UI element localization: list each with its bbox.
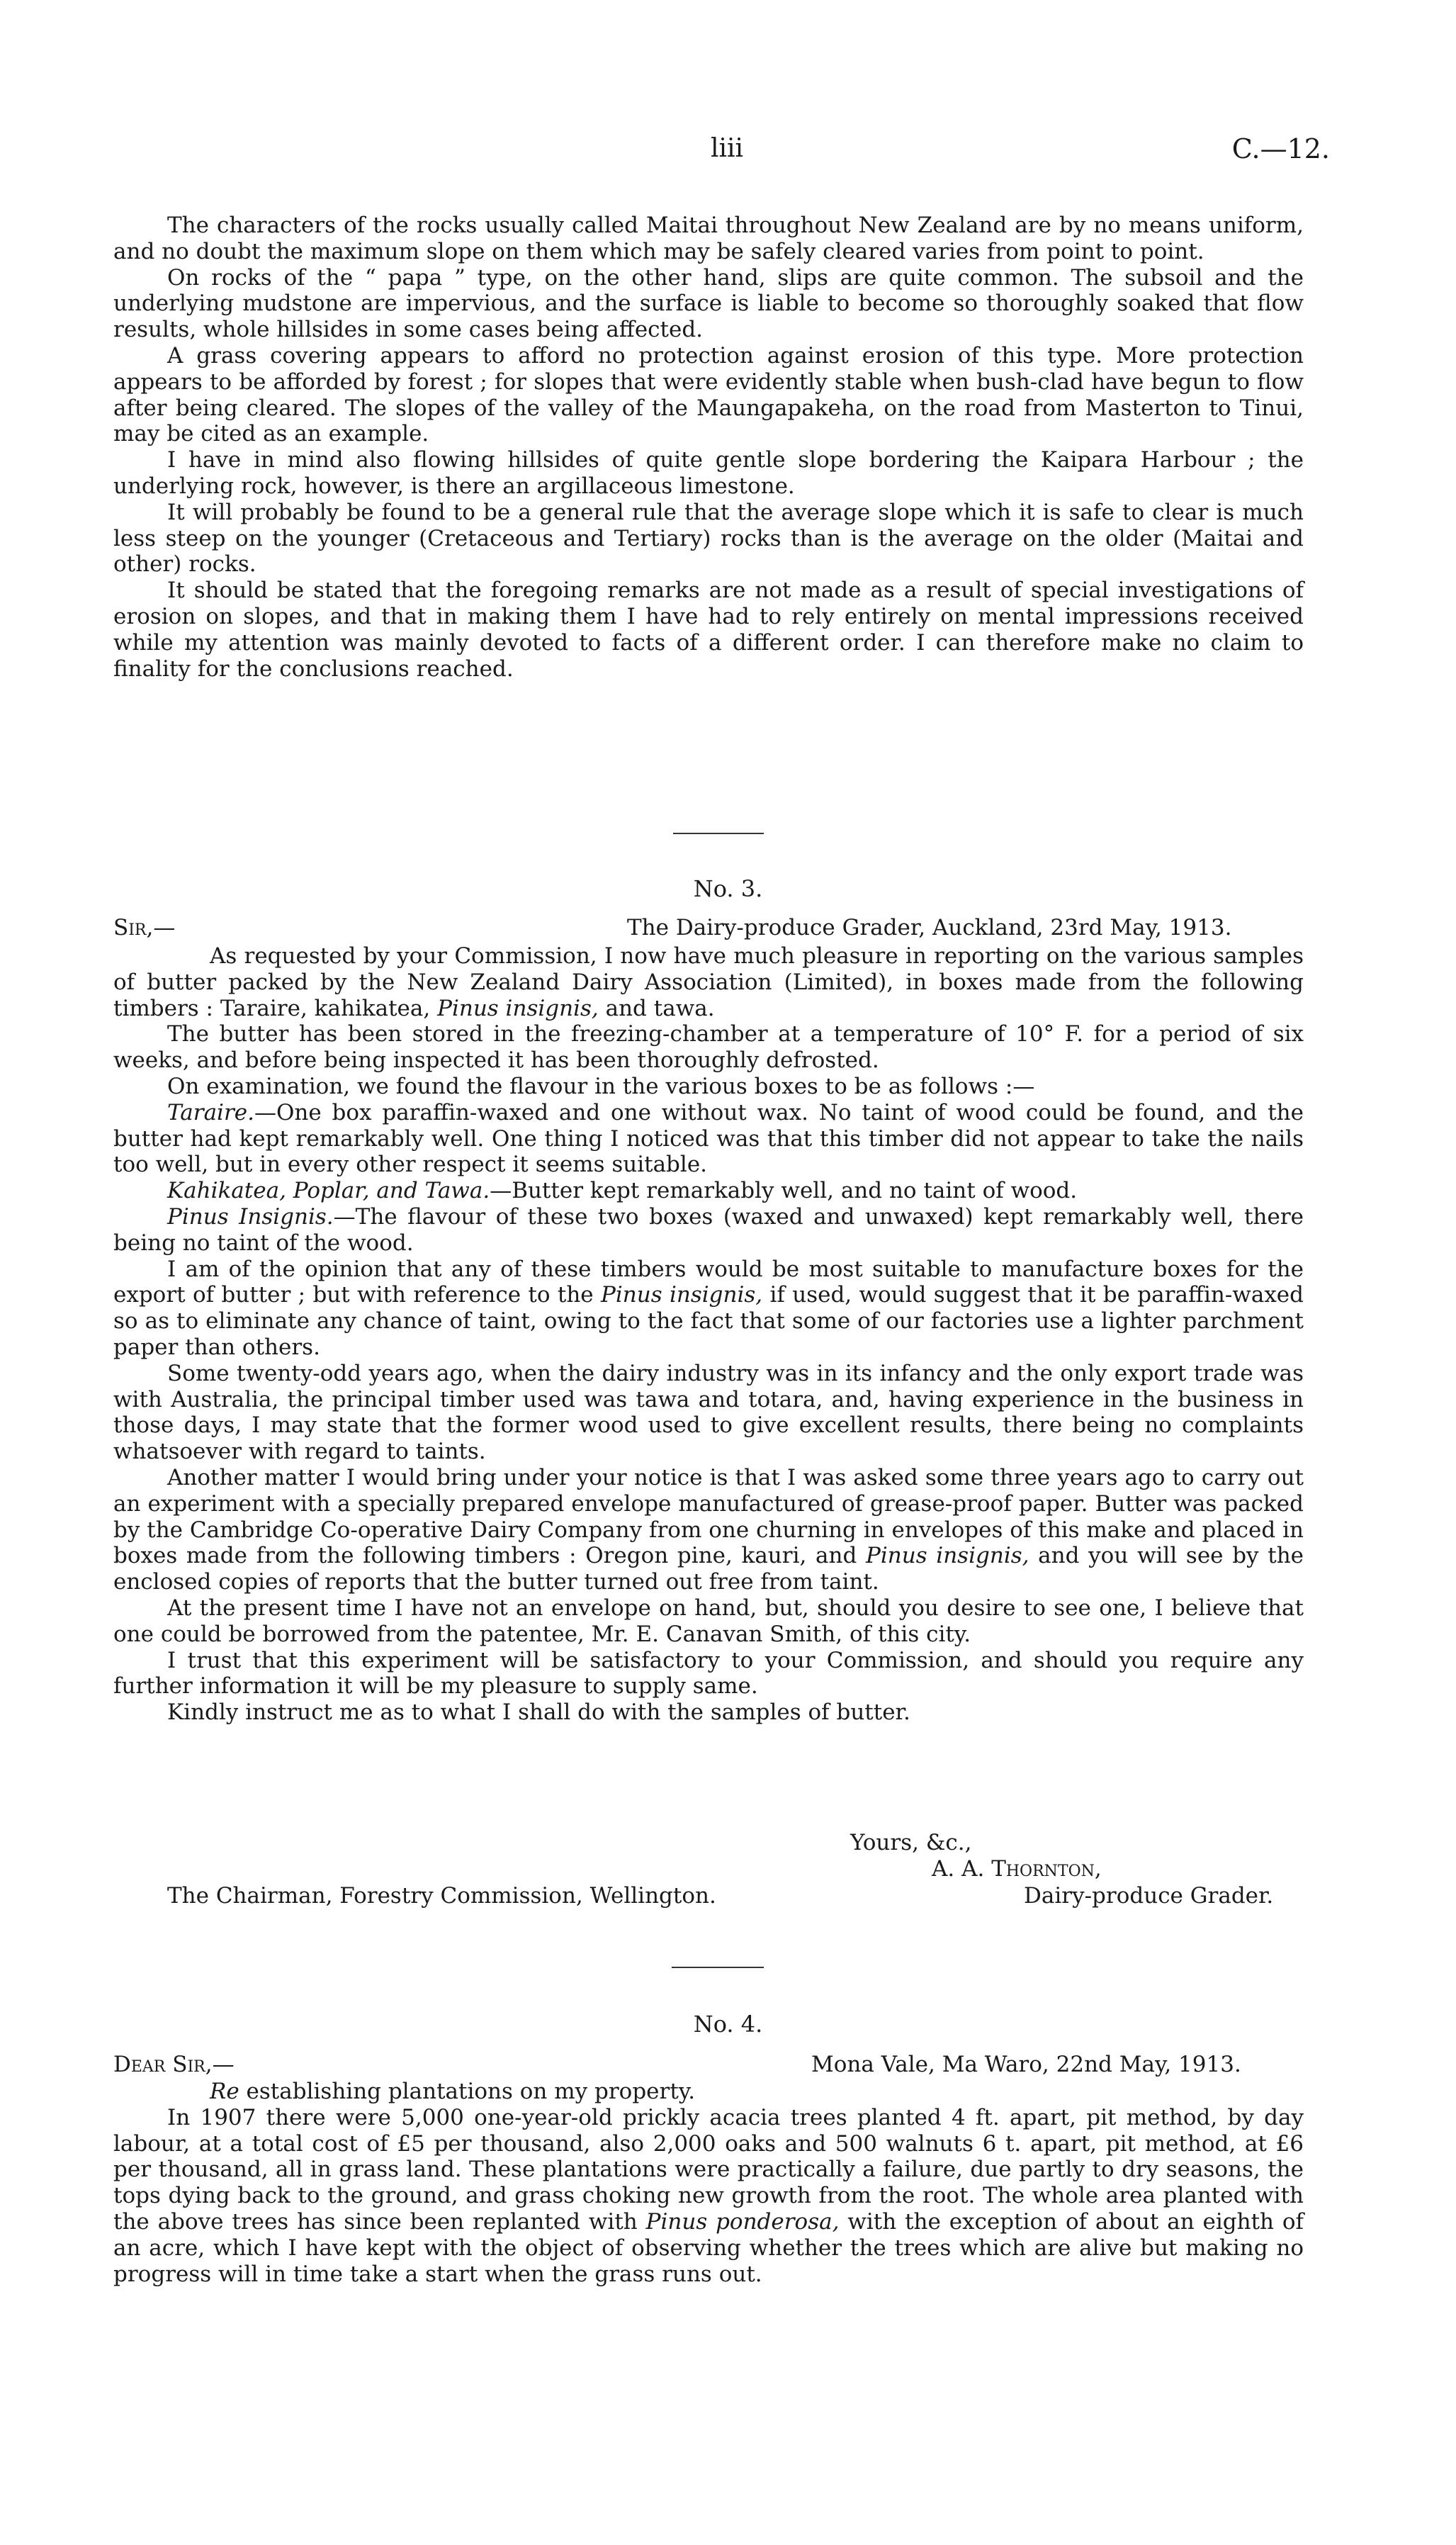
dateline: Mona Vale, Ma Waro, 22nd May, 1913. xyxy=(811,2052,1241,2077)
italic-term: Pinus insignis, xyxy=(866,1543,1029,1569)
paragraph: It should be stated that the foregoing remarks are not made as a result of special investigations of erosion on slopes, and that in making them I have had to rely entirely on mental impressions received while my attention was mainly devoted to facts of a different order. I can therefore make no claim to finality for the conclusions reached. xyxy=(113,578,1304,682)
paragraph: It will probably be found to be a general rule that the average slope which it is safe to clear is much less steep on the younger (Cretaceous and Tertiary) rocks than is the average on the older (Maitai and other) rocks. xyxy=(113,499,1304,578)
italic-lead: Taraire. xyxy=(167,1099,254,1125)
italic-term: Pinus insignis, xyxy=(437,995,599,1021)
letter-4-header-row xyxy=(113,2052,1304,2080)
letter-3-body xyxy=(113,943,1304,1726)
paragraph xyxy=(113,2105,1304,2288)
paragraph: On rocks of the “ papa ” type, on the other hand, slips are quite common. The subsoil and the underlying mudstone are impervious, and the surface is liable to become so thoroughly soaked that flow results, whole hillsides in some cases being affected. xyxy=(113,264,1304,343)
addressee: The Chairman, Forestry Commission, Wellington. xyxy=(167,1883,716,1909)
signatory: A. A. Thornton, xyxy=(932,1856,1102,1882)
addressee-row xyxy=(113,1883,1304,1911)
paragraph xyxy=(113,943,1304,1021)
salutation: Sir,— xyxy=(113,915,176,940)
text-run: and tawa. xyxy=(598,995,715,1021)
paragraph: On examination, we found the flavour in the various boxes to be as follows :— xyxy=(167,1073,1035,1099)
text-run: if used, would suggest that it be paraffin-waxed so as to eliminate any chance of taint, owing to the fact that some of our factories use a lighter parchment paper than others. xyxy=(113,1282,1304,1360)
section-divider xyxy=(672,1967,764,1968)
paragraph xyxy=(113,1257,1304,1361)
text-run: establishing plantations on my property. xyxy=(239,2079,696,2104)
text-run: —One box paraffin-waxed and one without wax. No taint of wood could be found, and the butter had kept remarkably well. One thing I noticed was that this timber did not appear to take the nails too well, but in every other respect it seems suitable. xyxy=(113,1099,1304,1178)
text-run: —Butter kept remarkably well, and no taint of wood. xyxy=(490,1178,1078,1204)
italic-lead: Pinus Insignis. xyxy=(167,1203,334,1230)
section-divider xyxy=(673,833,764,834)
paragraph: At the present time I have not an envelope on hand, but, should you desire to see one, I believe that one could be borrowed from the patentee, Mr. E. Canavan Smith, of this city. xyxy=(113,1595,1304,1647)
italic-term: Pinus ponderosa, xyxy=(645,2208,840,2235)
text-run: Another matter I would bring under your notice is that I was asked some three years ago to carry out an experiment with a specially prepared envelope manufactured of grease-proof paper. Butter was packed by the Cambridge Co-operative Dairy Company from one churning in envelopes of this make and placed in boxes made from the following timbers : Oregon pine, kauri, and xyxy=(113,1464,1304,1569)
letter-3-heading: No. 3. xyxy=(693,875,763,902)
closing-row xyxy=(113,1830,1304,1858)
text-run: and you will see by the enclosed copies of reports that the butter turned out free from taint. xyxy=(113,1543,1304,1595)
salutation: Dear Sir,— xyxy=(113,2052,235,2077)
letter-4-body xyxy=(113,2079,1304,2287)
closing: Yours, &c., xyxy=(850,1830,972,1855)
text-run: In 1907 there were 5,000 one-year-old prickly acacia trees planted 4 ft. apart, pit method, by day labour, at a total cost of £5 per thousand, also 2,000 oaks and 500 walnuts 6 t. apart, pit method, at £6 per thousand, all in grass land. These plantations were practically a failure, due partly to dry seasons, the tops dying back to the ground, and grass choking new growth from the root. The whole area planted with the above trees has since been replanted with xyxy=(113,2104,1304,2235)
italic-term: Re xyxy=(210,2079,239,2104)
re-line xyxy=(113,2079,1304,2105)
dateline: The Dairy-produce Grader, Auckland, 23rd May, 1913. xyxy=(627,915,1232,940)
paragraph: I trust that this experiment will be satisfactory to your Commission, and should you require any further information it will be my pleasure to supply same. xyxy=(113,1647,1304,1700)
paragraph xyxy=(113,1204,1304,1257)
signatory-row xyxy=(113,1856,1304,1884)
letter-3-header-row xyxy=(113,915,1304,943)
paragraph: Kindly instruct me as to what I shall do with the samples of butter. xyxy=(167,1700,910,1726)
paragraph: Some twenty-odd years ago, when the dairy industry was in its infancy and the only export trade was with Australia, the principal timber used was tawa and totara, and, having experience in the business in those days, I may state that the former wood used to give excellent results, there being no complaints whatsoever with regard to taints. xyxy=(113,1360,1304,1465)
paragraph xyxy=(113,1100,1304,1178)
italic-term: Pinus insignis, xyxy=(601,1282,763,1308)
page-number: liii xyxy=(711,134,744,163)
text-run: —The flavour of these two boxes (waxed and unwaxed) kept remarkably well, there being no taint of the wood. xyxy=(113,1203,1304,1256)
paragraph: A grass covering appears to afford no protection against erosion of this type. More protection appears to be afforded by forest ; for slopes that were evidently stable when bush-clad have begun to flow after being cleared. The slopes of the valley of the Maungapakeha, on the road from Masterton to Tinui, may be cited as an example. xyxy=(113,342,1304,447)
paragraph xyxy=(113,1465,1304,1595)
section-erosion-remarks xyxy=(113,213,1304,682)
italic-lead: Kahikatea, Poplar, and Tawa. xyxy=(167,1178,490,1204)
document-reference: C.—12. xyxy=(1231,133,1330,164)
text-run: As requested by your Commission, I now have much pleasure in reporting on the various samples of butter packed by the New Zealand Dairy Association (Limited), in boxes made from the following timbers : Taraire, kahikatea, xyxy=(113,943,1304,1021)
text-run: I am of the opinion that any of these timbers would be most suitable to manufacture boxes for the export of butter ; but with reference to the xyxy=(113,1256,1304,1308)
paragraph: I have in mind also flowing hillsides of quite gentle slope bordering the Kaipara Harbour ; the underlying rock, however, is there an argillaceous limestone. xyxy=(113,447,1304,499)
signatory-title: Dairy-produce Grader. xyxy=(1024,1883,1274,1909)
paragraph: The butter has been stored in the freezing-chamber at a temperature of 10° F. for a period of six weeks, and before being inspected it has been thoroughly defrosted. xyxy=(113,1021,1304,1074)
paragraph: The characters of the rocks usually called Maitai throughout New Zealand are by no means uniform, and no doubt the maximum slope on them which may be safely cleared varies from point to point. xyxy=(113,213,1304,264)
paragraph xyxy=(113,1178,1304,1204)
letter-4-heading: No. 4. xyxy=(693,2011,763,2038)
text-run: with the exception of about an eighth of an acre, which I have kept with the object of observing whether the trees which are alive but making no progress will in time take a start when the grass runs out. xyxy=(113,2208,1304,2287)
